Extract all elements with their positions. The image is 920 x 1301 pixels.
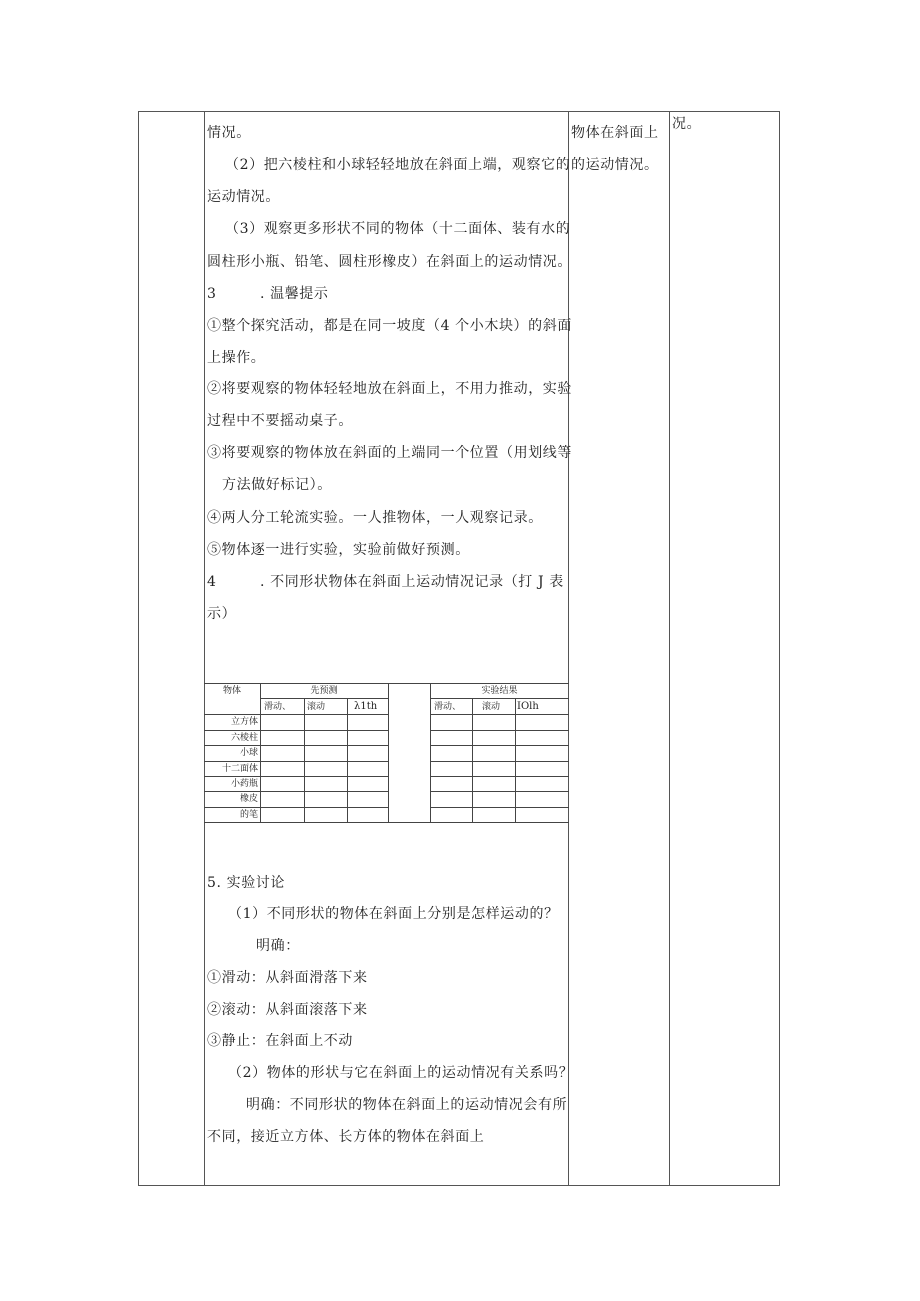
row-object: 橡皮 [239,794,258,804]
text-line: 上操作。 [207,350,266,366]
sub-result-still: IOlh [517,701,539,712]
row-object: 的笔 [239,810,258,820]
row-object: 小药瓶 [230,779,258,789]
section-title: 5. 实验讨论 [207,875,286,891]
section-title: . 温馨提示 [260,286,329,302]
sub-result-roll: 滚动 [482,702,501,712]
text-line: （2）把六棱柱和小球轻轻地放在斜面上端，观察它的 [225,157,571,173]
row-object: 六棱柱 [230,733,258,743]
col4-text: 况。 [672,116,702,132]
col3-text: 的运动情况。 [571,157,659,173]
col3-text: 物体在斜面上 [571,125,659,141]
column-divider-3 [669,111,670,1186]
text-line: ②将要观察的物体轻轻地放在斜面上，不用力推动，实验 [207,381,572,397]
section-number: 4 [207,574,217,590]
sub-predict-roll: 滚动 [307,702,326,712]
text-line: ④两人分工轮流实验。一人推物体，一人观察记录。 [207,510,543,526]
text-line: ③静止：在斜面上不动 [207,1033,353,1049]
section-number: 3 [207,286,217,302]
header-object: 物体 [222,686,241,696]
text-line: ②滚动：从斜面滚落下来 [207,1002,368,1018]
text-line: 圆柱形小瓶、铅笔、圆柱形橡皮）在斜面上的运动情况。 [207,254,572,270]
answer-label: 明确： [256,938,300,954]
row-object: 立方体 [230,717,258,727]
question: （2）物体的形状与它在斜面上的运动情况有关系吗？ [228,1065,574,1081]
text-line: 明确：不同形状的物体在斜面上的运动情况会有所 [246,1097,568,1113]
text-line: 情况。 [207,125,251,141]
text-line: ⑤物体逐一进行实验，实验前做好预测。 [207,542,470,558]
text-line: 方法做好标记）。 [222,477,332,493]
column-divider-1 [204,111,205,1186]
text-line: 过程中不要摇动桌子。 [207,413,353,429]
text-line: 运动情况。 [207,189,280,205]
header-predict: 先预测 [310,686,338,696]
header-result: 实验结果 [481,686,518,696]
section-title: . 不同形状物体在斜面上运动情况记录（打 J 表 [260,574,564,590]
text-line: ①滑动：从斜面滑落下来 [207,970,368,986]
row-object: 小球 [239,748,258,758]
sub-predict-still: λ1th [354,701,378,712]
experiment-record-table [204,683,569,823]
column-divider-2 [568,111,569,1186]
text-line: ③将要观察的物体放在斜面的上端同一个位置（用划线等 [207,445,572,461]
text-line: （3）观察更多形状不同的物体（十二面体、装有水的 [225,221,571,237]
text-line: 示） [207,606,237,622]
sub-predict-slide: 滑动、 [264,702,292,712]
outer-table [138,111,780,1186]
row-object: 十二面体 [221,764,258,774]
sub-result-slide: 滑动、 [434,702,462,712]
question: （1）不同形状的物体在斜面上分别是怎样运动的？ [228,906,559,922]
text-line: ①整个探究活动，都是在同一坡度（4 个小木块）的斜面 [207,318,572,334]
text-line: 不同，接近立方体、长方体的物体在斜面上 [207,1129,485,1145]
